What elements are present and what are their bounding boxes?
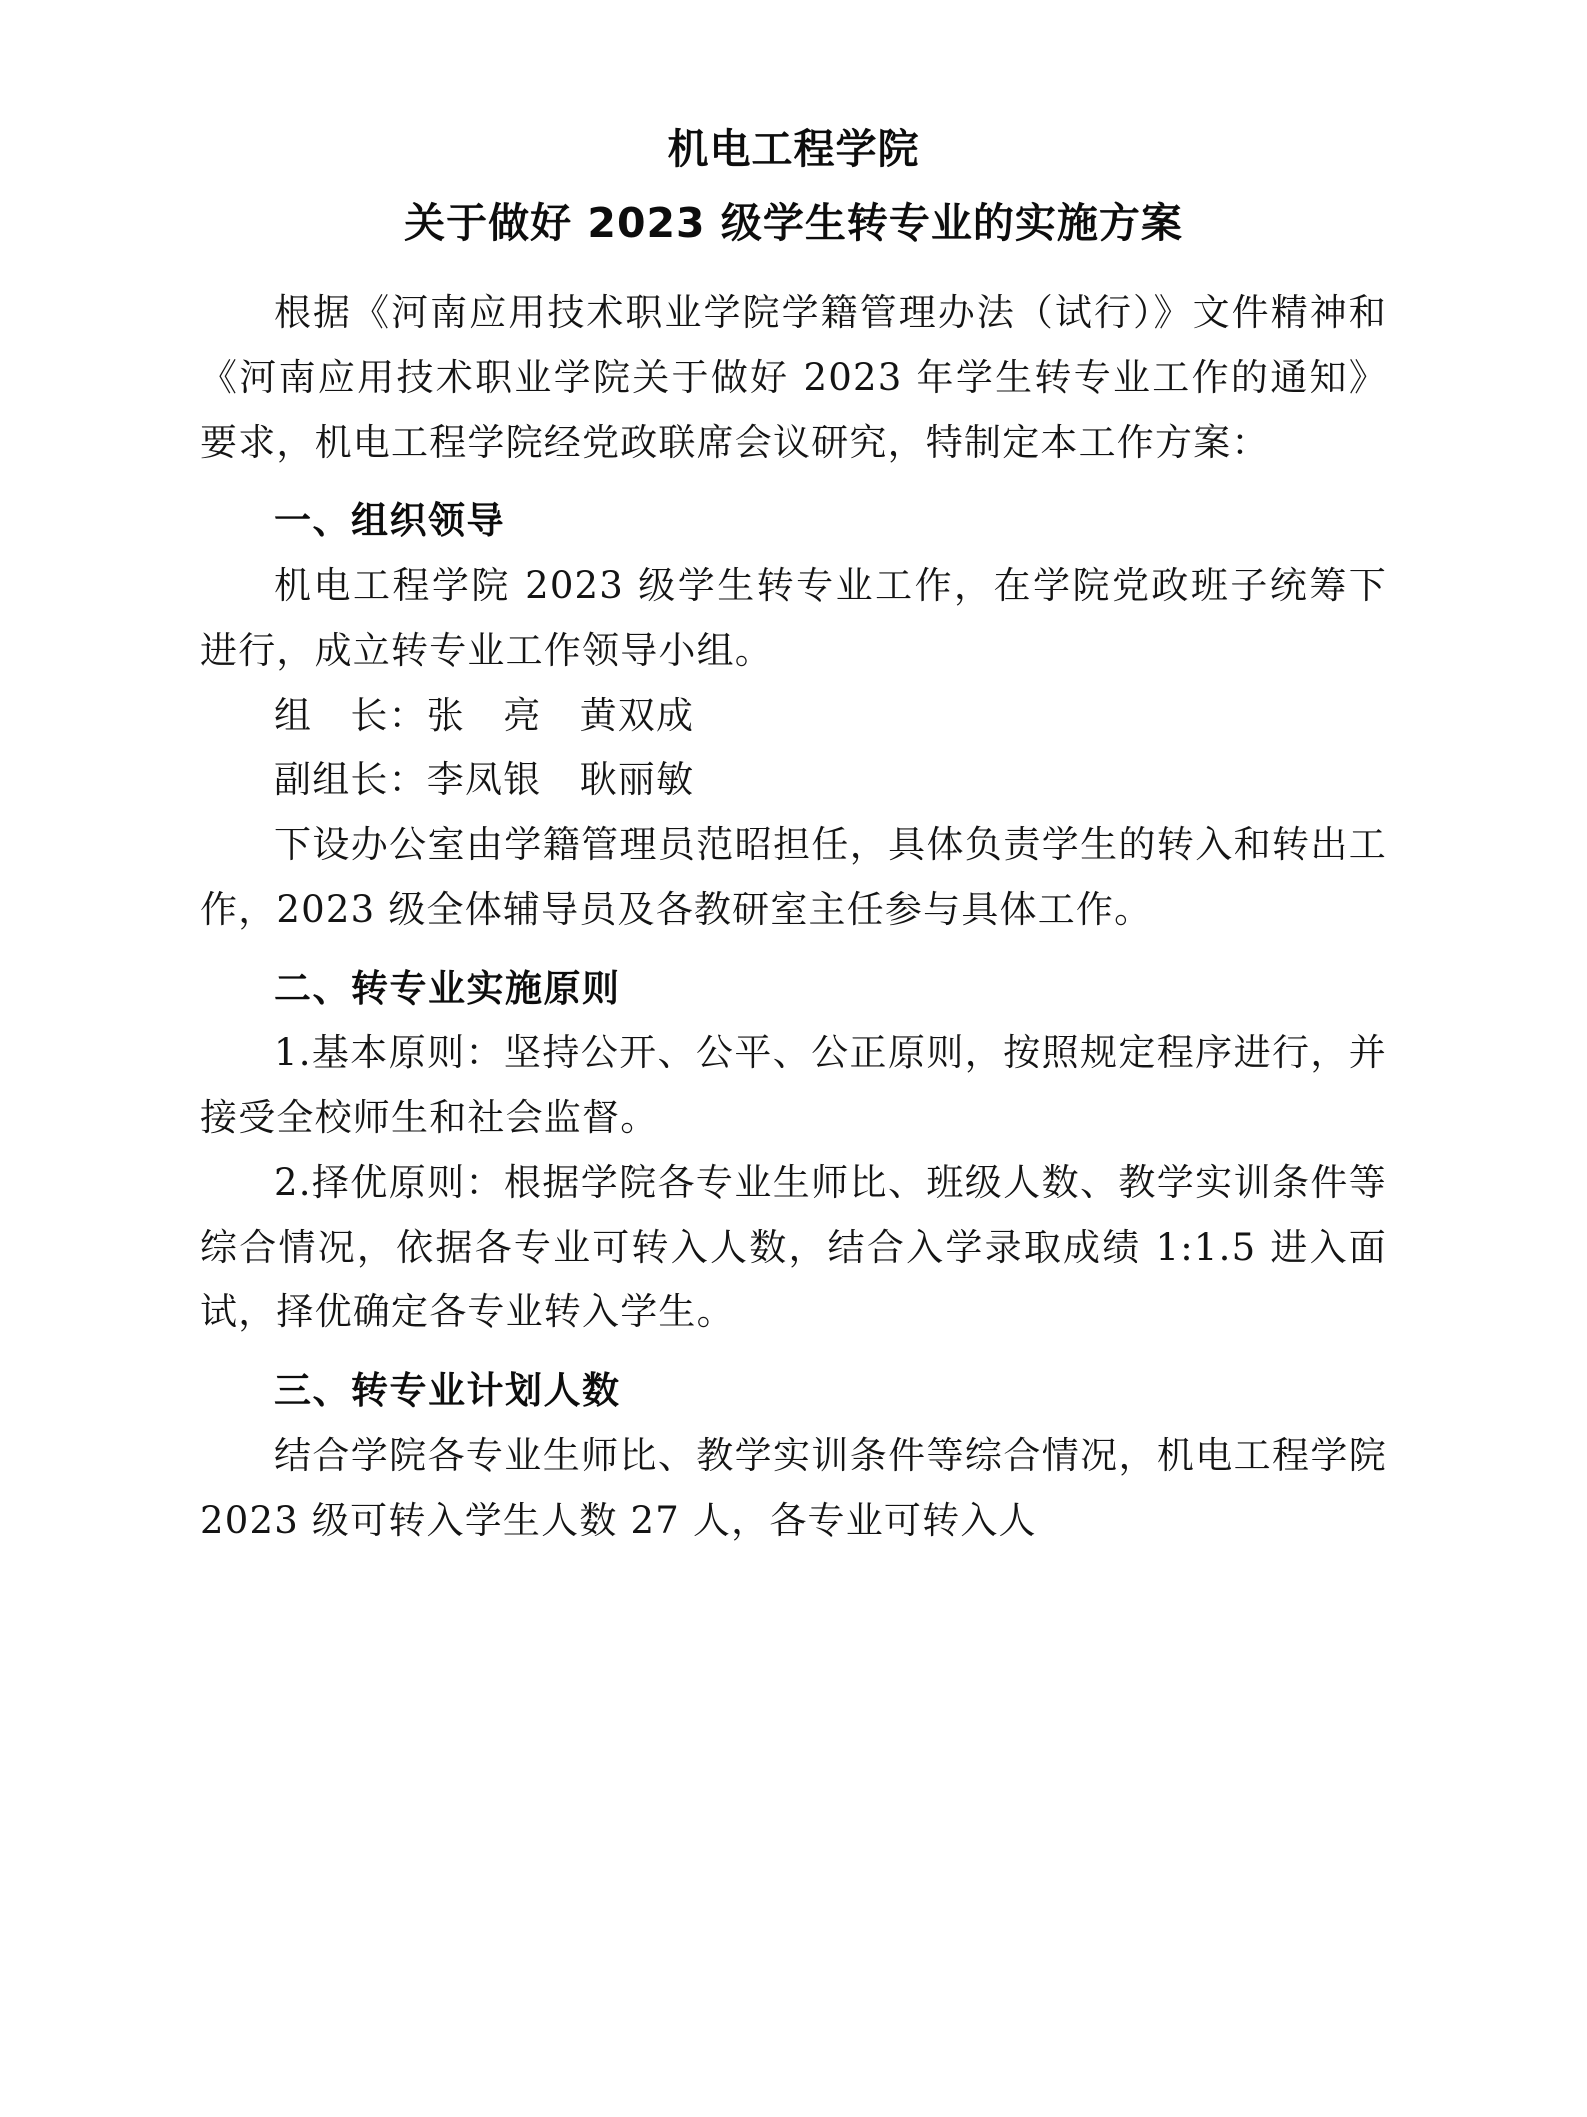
section-2-paragraph-2: 2.择优原则：根据学院各专业生师比、班级人数、教学实训条件等综合情况，依据各专业可转入人数，结合入学录取成绩 1:1.5 进入面试，择优确定各专业转入学生。 — [200, 1160, 1387, 1334]
intro-paragraph: 根据《河南应用技术职业学院学籍管理办法（试行）》文件精神和《河南应用技术职业学院关于做好 2023 年学生转专业工作的通知》要求，机电工程学院经党政联席会议研究，特制定本工作方案： — [200, 291, 1387, 464]
section-3-paragraph-1: 结合学院各专业生师比、教学实训条件等综合情况，机电工程学院 2023 级可转入学生人数 27 人，各专业可转入人 — [200, 1433, 1387, 1542]
document-title-line-2: 关于做好 2023 级学生转专业的实施方案 — [404, 198, 1183, 247]
section-heading-2: 二、转专业实施原则 — [274, 966, 621, 1010]
section-heading-3: 三、转专业计划人数 — [274, 1369, 621, 1413]
roster-line-deputy: 副组长：李凤银 耿丽敏 — [274, 758, 695, 802]
section-2-paragraph-1: 1.基本原则：坚持公开、公平、公正原则，按照规定程序进行，并接受全校师生和社会监督。 — [200, 1031, 1387, 1140]
section-heading-1: 一、组织领导 — [274, 499, 505, 543]
roster-line-leader: 组 长：张 亮 黄双成 — [274, 693, 695, 737]
section-1-paragraph-2: 下设办公室由学籍管理员范昭担任，具体负责学生的转入和转出工作，2023 级全体辅导员及各教研室主任参与具体工作。 — [200, 823, 1387, 931]
document-title-line-1: 机电工程学院 — [667, 125, 920, 173]
section-1-paragraph-1: 机电工程学院 2023 级学生转专业工作，在学院党政班子统筹下进行，成立转专业工作领导小组。 — [200, 564, 1387, 672]
